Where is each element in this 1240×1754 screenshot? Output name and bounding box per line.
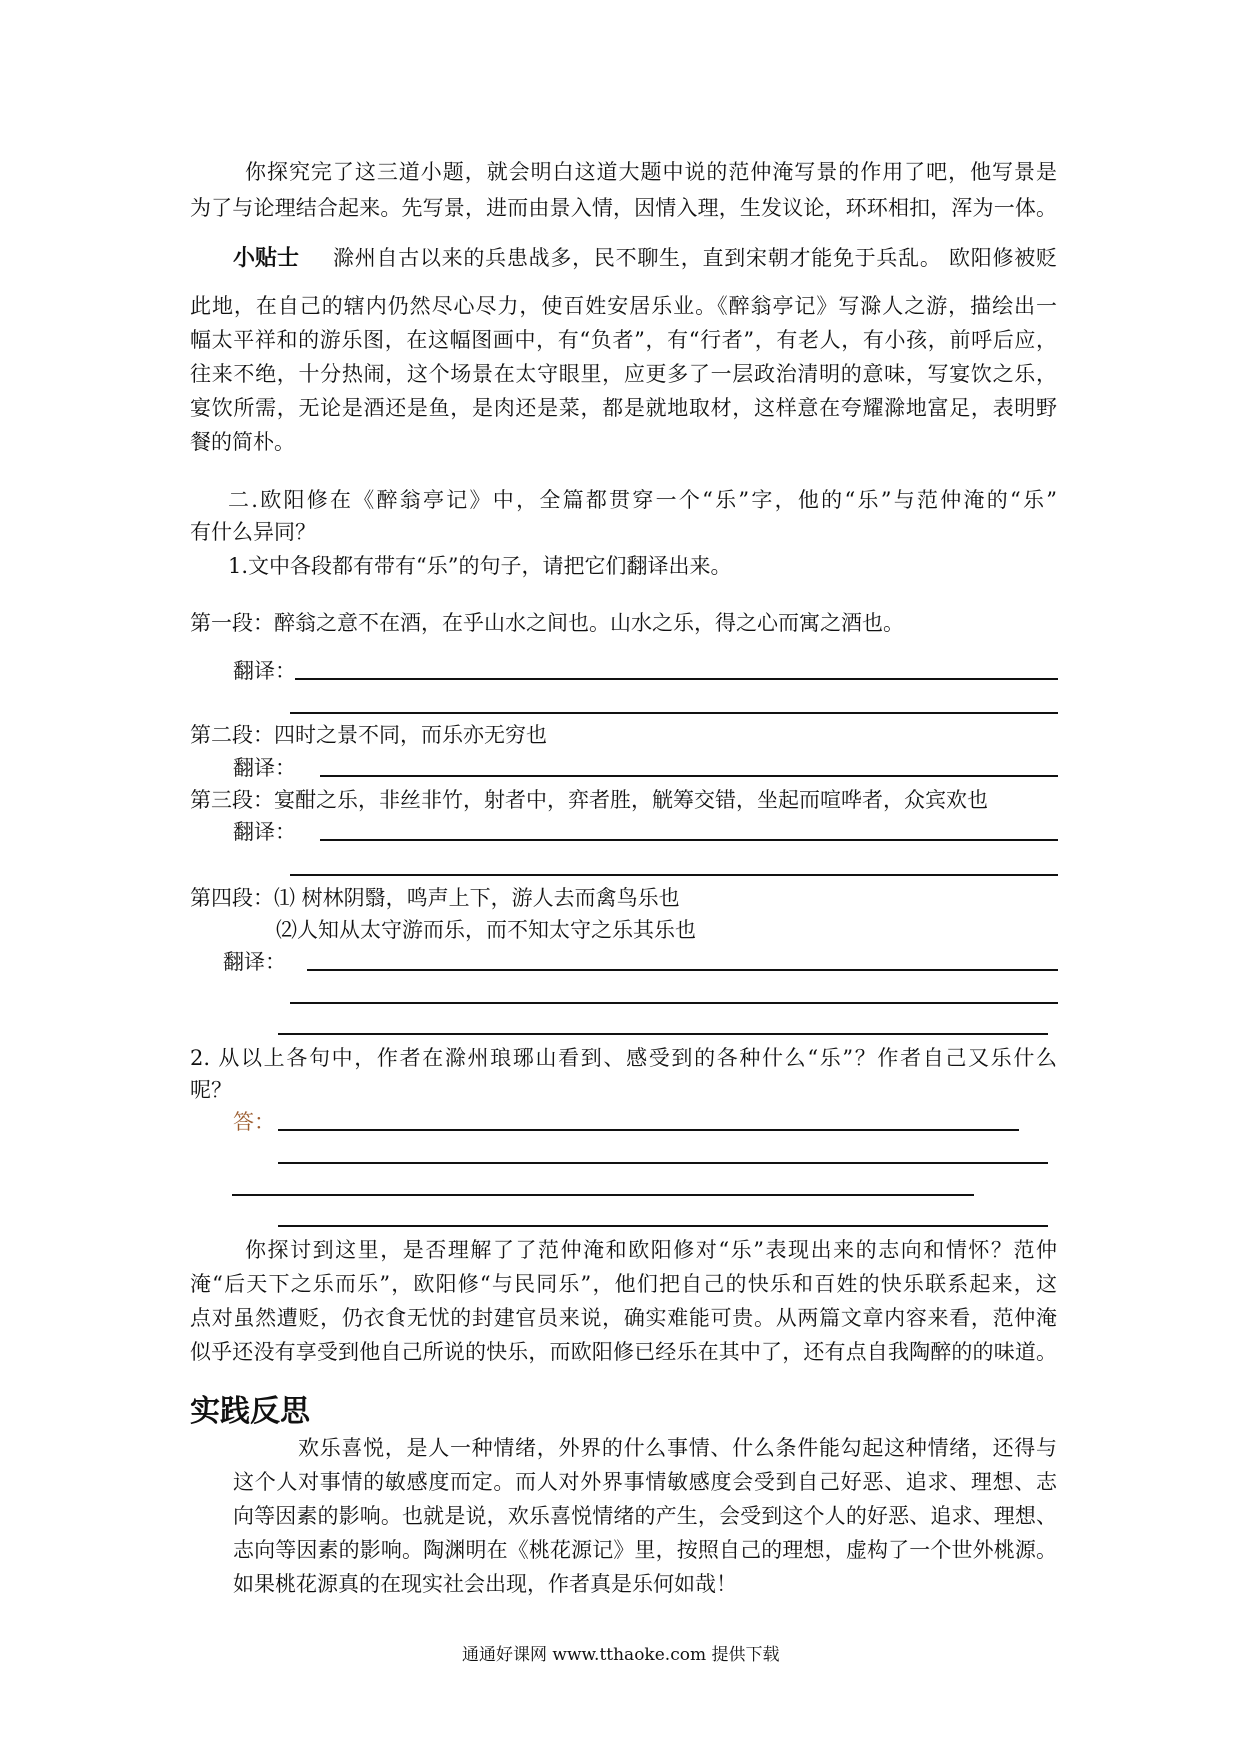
reflection-line-2: 这个人对事情的敏感度而定。而人对外界事情敏感度会受到自己好恶、追求、理想、志 xyxy=(233,1470,1057,1494)
section-heading: 实践反思 xyxy=(190,1394,310,1429)
answer-label: 答： xyxy=(233,1110,275,1134)
reflection-line-3: 向等因素的影响。也就是说，欢乐喜悦情绪的产生，会受到这个人的好恶、追求、理想、 xyxy=(233,1504,1057,1528)
answer-line[interactable] xyxy=(295,678,1058,680)
tip-line-3: 幅太平祥和的游乐图，在这幅图画中，有“负者”，有“行者”，有老人，有小孩，前呼后应， xyxy=(190,328,1057,352)
tip-line-5: 宴饮所需，无论是酒还是鱼，是肉还是菜，都是就地取材，这样意在夸耀滁地富足，表明野 xyxy=(190,396,1057,420)
tip-line-1: 滁州自古以来的兵患战多，民不聊生，直到宋朝才能免于兵乱。 欧阳修被贬 xyxy=(333,246,1057,270)
answer-line[interactable] xyxy=(307,969,1058,971)
answer-line[interactable] xyxy=(290,712,1058,714)
para4-line-2: ⑵人知从太守游而乐，而不知太守之乐其乐也 xyxy=(276,918,696,942)
footer-credit: 通通好课网 www.tthaoke.com 提供下载 xyxy=(462,1645,780,1665)
conclusion-line-3: 点对虽然遭贬，仍衣食无忧的封建官员来说，确实难能可贵。从两篇文章内容来看，范仲淹 xyxy=(190,1306,1057,1330)
translate-label-4: 翻译： xyxy=(223,950,286,974)
tip-line-4: 往来不绝，十分热闹，这个场景在太守眼里，应更多了一层政治清明的意味，写宴饮之乐， xyxy=(190,362,1057,386)
answer-line[interactable] xyxy=(320,839,1058,841)
question2-line-2: 有什么异同？ xyxy=(190,520,316,544)
intro-line-2: 为了与论理结合起来。先写景，进而由景入情，因情入理，生发议论，环环相扣，浑为一体。 xyxy=(190,196,1057,220)
intro-line-1: 你探究完了这三道小题，就会明白这道大题中说的范仲淹写景的作用了吧，他写景是 xyxy=(245,160,1057,184)
para1-text: 第一段：醉翁之意不在酒，在乎山水之间也。山水之乐，得之心而寓之酒也。 xyxy=(190,611,904,635)
sub-question-1: 1.文中各段都有带有“乐”的句子，请把它们翻译出来。 xyxy=(228,554,732,578)
para3-text: 第三段：宴酣之乐，非丝非竹，射者中，弈者胜，觥筹交错，坐起而喧哗者，众宾欢也 xyxy=(190,788,988,812)
translate-label-2: 翻译： xyxy=(233,756,296,780)
translate-label-3: 翻译： xyxy=(233,820,296,844)
question2-line-1: 二.欧阳修在《醉翁亭记》中，全篇都贯穿一个“乐”字，他的“乐”与范仲淹的“乐” xyxy=(228,488,1057,512)
conclusion-line-1: 你探讨到这里，是否理解了了范仲淹和欧阳修对“乐”表现出来的志向和情怀？范仲 xyxy=(245,1238,1057,1262)
sub-question-2-line-2: 呢？ xyxy=(190,1078,232,1102)
reflection-line-4: 志向等因素的影响。陶渊明在《桃花源记》里，按照自己的理想，虚构了一个世外桃源。 xyxy=(233,1538,1057,1562)
answer-line[interactable] xyxy=(278,1129,1019,1131)
answer-line[interactable] xyxy=(278,1225,1048,1227)
para2-text: 第二段：四时之景不同，而乐亦无穷也 xyxy=(190,723,547,747)
conclusion-line-4: 似乎还没有享受到他自己所说的快乐，而欧阳修已经乐在其中了，还有点自我陶醉的的味道。 xyxy=(190,1340,1057,1364)
answer-line[interactable] xyxy=(232,1194,974,1196)
tip-line-6: 餐的简朴。 xyxy=(190,430,295,454)
translate-label-1: 翻译： xyxy=(233,659,296,683)
tip-line-2: 此地，在自己的辖内仍然尽心尽力，使百姓安居乐业。《醉翁亭记》写滁人之游，描绘出一 xyxy=(190,294,1057,318)
answer-line[interactable] xyxy=(320,775,1058,777)
answer-line[interactable] xyxy=(278,1033,1048,1035)
conclusion-line-2: 淹“后天下之乐而乐”，欧阳修“与民同乐”，他们把自己的快乐和百姓的快乐联系起来，这 xyxy=(190,1272,1057,1296)
tip-label: 小贴士 xyxy=(233,246,300,271)
reflection-line-5: 如果桃花源真的在现实社会出现，作者真是乐何如哉！ xyxy=(233,1572,737,1596)
sub-question-2-line-1: 2. 从以上各句中，作者在滁州琅琊山看到、感受到的各种什么“乐”？作者自己又乐什么 xyxy=(190,1046,1057,1070)
answer-line[interactable] xyxy=(290,874,1058,876)
answer-line[interactable] xyxy=(278,1162,1048,1164)
answer-line[interactable] xyxy=(290,1002,1058,1004)
reflection-line-1: 欢乐喜悦，是人一种情绪，外界的什么事情、什么条件能勾起这种情绪，还得与 xyxy=(298,1436,1057,1460)
para4-line-1: 第四段：⑴ 树林阴翳，鸣声上下，游人去而禽鸟乐也 xyxy=(190,886,680,910)
